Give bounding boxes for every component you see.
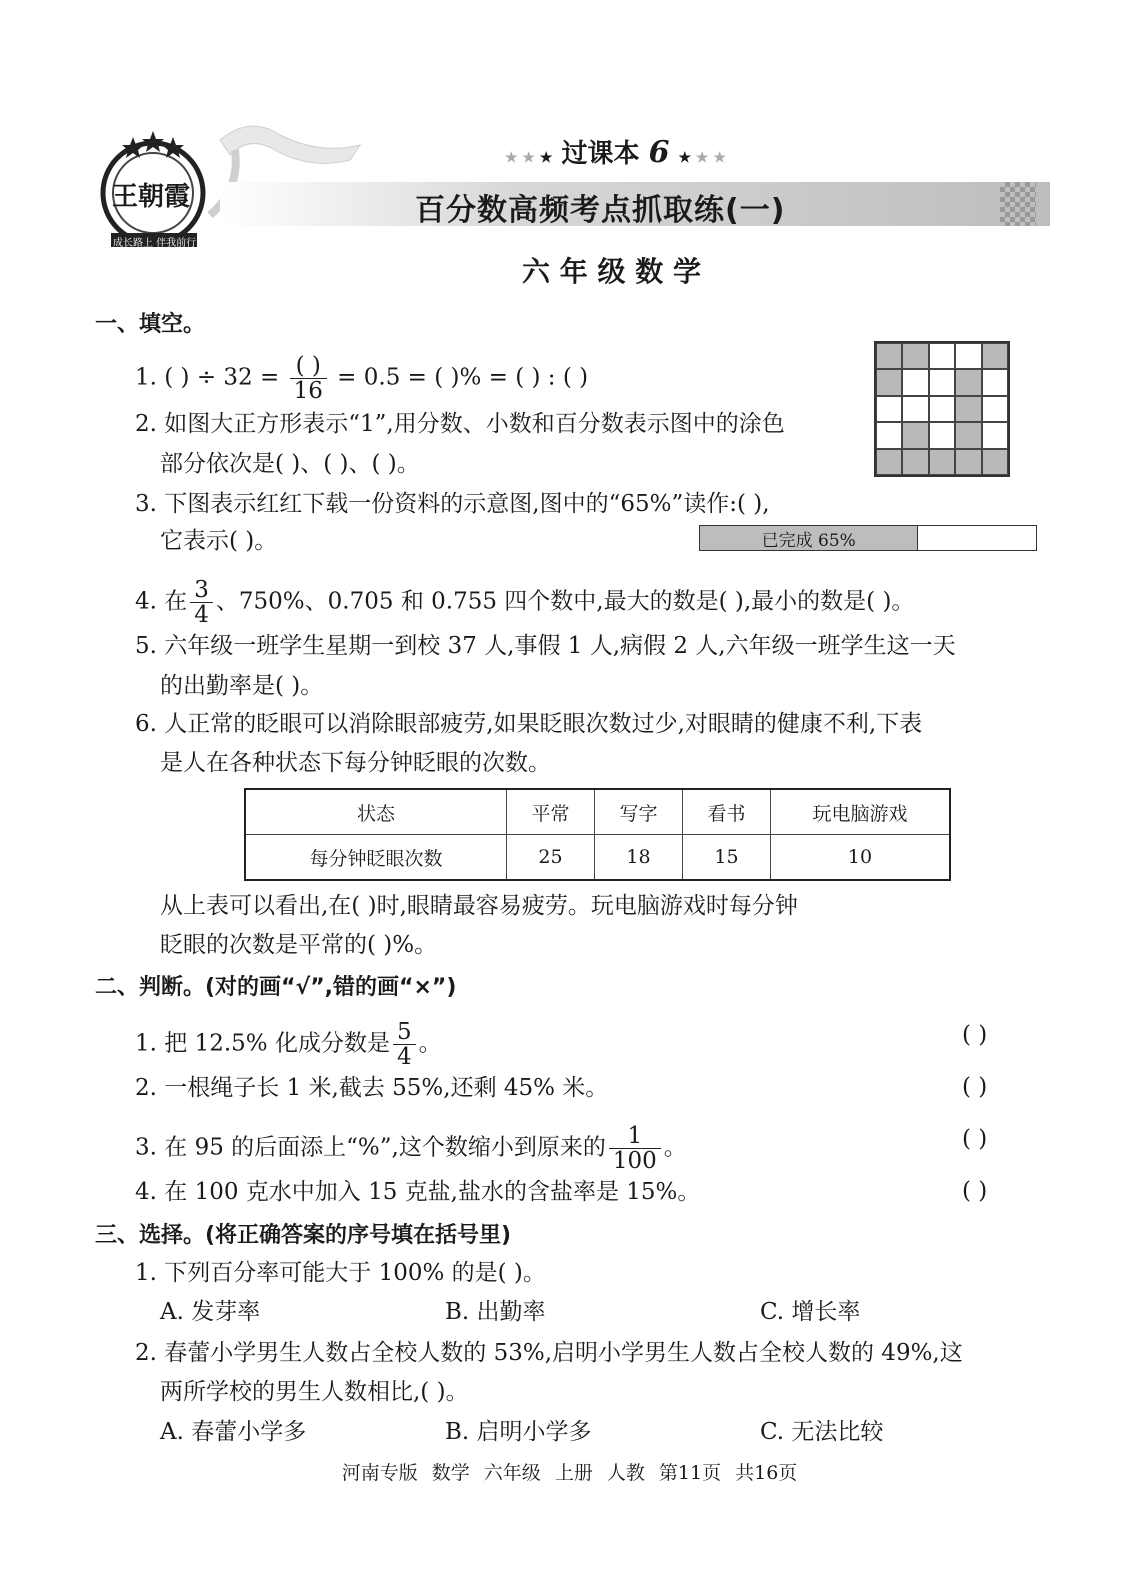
option-c: C. 增长率: [760, 1299, 861, 1325]
question-continuation: 它表示( )。: [160, 528, 278, 554]
grid-cell-shaded: [876, 449, 902, 475]
grid-cell-shaded: [876, 369, 902, 395]
download-progress-bar: [699, 525, 1037, 551]
blink-table: [244, 788, 951, 881]
grid-cell-shaded: [955, 396, 981, 422]
grid-cell: [929, 396, 955, 422]
page-title: 百分数高频考点抓取练(一): [415, 193, 786, 228]
table-header-row: [245, 789, 950, 835]
grid-cell-shaded: [982, 343, 1008, 369]
table-cell: 15: [683, 835, 771, 881]
question: [135, 578, 914, 627]
question-text: = 0.5 = ( )% = ( ) : ( ): [329, 364, 589, 391]
star-icon: ★: [678, 150, 692, 166]
table-header: 看书: [683, 789, 771, 835]
grid-cell-shaded: [955, 422, 981, 448]
table-cell: 10: [771, 835, 951, 881]
section-heading: 三、选择。(将正确答案的序号填在括号里): [95, 1223, 512, 1248]
grid-cell-shaded: [876, 343, 902, 369]
question-text: 。: [418, 1030, 442, 1057]
question-continuation: 的出勤率是( )。: [160, 673, 324, 699]
answer-bracket: ( ): [962, 1126, 988, 1152]
question-continuation: 是人在各种状态下每分钟眨眼的次数。: [160, 750, 551, 776]
question: 6. 人正常的眨眼可以消除眼部疲劳,如果眨眼次数过少,对眼睛的健康不利,下表: [135, 711, 923, 737]
logo-text: 王朝霞: [112, 182, 191, 212]
question: 5. 六年级一班学生星期一到校 37 人,事假 1 人,病假 2 人,六年级一班学生这一天: [135, 633, 956, 659]
grid-cell-shaded: [955, 369, 981, 395]
denominator: 4: [194, 602, 209, 628]
denominator: 100: [612, 1148, 657, 1174]
option-b: B. 启明小学多: [445, 1419, 592, 1445]
numerator: 1: [609, 1124, 661, 1149]
series-label: 过课本: [561, 139, 640, 169]
question: [135, 354, 588, 403]
series-header: [505, 133, 726, 170]
answer-bracket: ( ): [962, 1074, 988, 1100]
checker-decoration: [1000, 182, 1036, 226]
question-text: 3. 在 95 的后面添上“%”,这个数缩小到原来的: [135, 1134, 606, 1161]
option-a: A. 春蕾小学多: [160, 1419, 307, 1445]
numerator: 3: [190, 578, 213, 603]
grid-cell: [929, 422, 955, 448]
page-footer: 河南专版 数学 六年级 上册 人教 第11页 共16页: [341, 1462, 798, 1484]
table-cell: 18: [595, 835, 683, 881]
question-text: 1. 把 12.5% 化成分数是: [135, 1030, 390, 1057]
table-header: 写字: [595, 789, 683, 835]
section-heading: 二、判断。(对的画“√”,错的画“×”): [95, 975, 457, 1000]
star-icon: ★ ★: [505, 150, 540, 166]
grid-cell-shaded: [982, 449, 1008, 475]
progress-label: 已完成 65%: [761, 530, 856, 551]
question-continuation: 部分依次是( )、( )、( )。: [160, 451, 420, 477]
question: 2. 一根绳子长 1 米,截去 55%,还剩 45% 米。: [135, 1075, 609, 1101]
grid-cell-shaded: [929, 449, 955, 475]
question-continuation: 眨眼的次数是平常的( )%。: [160, 932, 438, 958]
option-a: A. 发芽率: [160, 1299, 261, 1325]
question-text: 、750%、0.705 和 0.755 四个数中,最大的数是( ),最小的数是( )。: [215, 588, 915, 615]
numerator: ( ): [290, 354, 327, 379]
fraction: [393, 1020, 416, 1069]
grid-cell-shaded: [902, 449, 928, 475]
table-header: 状态: [245, 789, 507, 835]
option-b: B. 出勤率: [445, 1299, 546, 1325]
star-icon: ★: [539, 150, 553, 166]
question: 2. 如图大正方形表示“1”,用分数、小数和百分数表示图中的涂色: [135, 411, 785, 437]
logo-slogan: 成长路上 伴我前行: [113, 238, 197, 249]
question: 4. 在 100 克水中加入 15 克盐,盐水的含盐率是 15%。: [135, 1179, 701, 1205]
page-subtitle: 六 年 级 数 学: [522, 255, 701, 288]
question-text: 。: [663, 1134, 687, 1161]
answer-bracket: ( ): [962, 1022, 988, 1048]
section-heading: 一、填空。: [95, 312, 206, 337]
question-continuation: 两所学校的男生人数相比,( )。: [160, 1379, 469, 1405]
progress-fill: [700, 526, 918, 550]
question-continuation: 从上表可以看出,在( )时,眼睛最容易疲劳。玩电脑游戏时每分钟: [160, 893, 798, 919]
question: 2. 春蕾小学男生人数占全校人数的 53%,启明小学男生人数占全校人数的 49%,这: [135, 1340, 963, 1366]
grid-cell: [982, 369, 1008, 395]
grid-cell: [902, 369, 928, 395]
table-header: 平常: [507, 789, 595, 835]
grid-cell-shaded: [902, 343, 928, 369]
grid-cell: [929, 343, 955, 369]
question-text: 4. 在: [135, 588, 188, 615]
question: 1. 下列百分率可能大于 100% 的是( )。: [135, 1260, 546, 1286]
numerator: 5: [393, 1020, 416, 1045]
shaded-grid: [874, 341, 1010, 477]
denominator: 16: [293, 378, 323, 404]
grid-cell: [876, 396, 902, 422]
fraction: [190, 578, 213, 627]
question: 3. 下图表示红红下载一份资料的示意图,图中的“65%”读作:( ),: [135, 491, 770, 517]
question: [135, 1020, 442, 1069]
grid-cell: [929, 369, 955, 395]
answer-bracket: ( ): [962, 1178, 988, 1204]
question: [135, 1124, 687, 1173]
question-text: 1. ( ) ÷ 32 =: [135, 364, 287, 391]
grid-cell: [902, 396, 928, 422]
grid-cell: [982, 396, 1008, 422]
fraction: [609, 1124, 661, 1173]
star-icon: ★ ★: [691, 150, 726, 166]
grid-cell: [876, 422, 902, 448]
series-number: 6: [648, 135, 670, 170]
table-header: 玩电脑游戏: [771, 789, 951, 835]
grid-cell: [982, 422, 1008, 448]
table-cell: 25: [507, 835, 595, 881]
grid-cell: [955, 343, 981, 369]
denominator: 4: [396, 1044, 412, 1070]
grid-cell-shaded: [902, 422, 928, 448]
option-c: C. 无法比较: [760, 1419, 884, 1445]
table-row: [245, 835, 950, 881]
table-cell: 每分钟眨眼次数: [245, 835, 507, 881]
fraction: [290, 354, 327, 403]
grid-cell-shaded: [955, 449, 981, 475]
